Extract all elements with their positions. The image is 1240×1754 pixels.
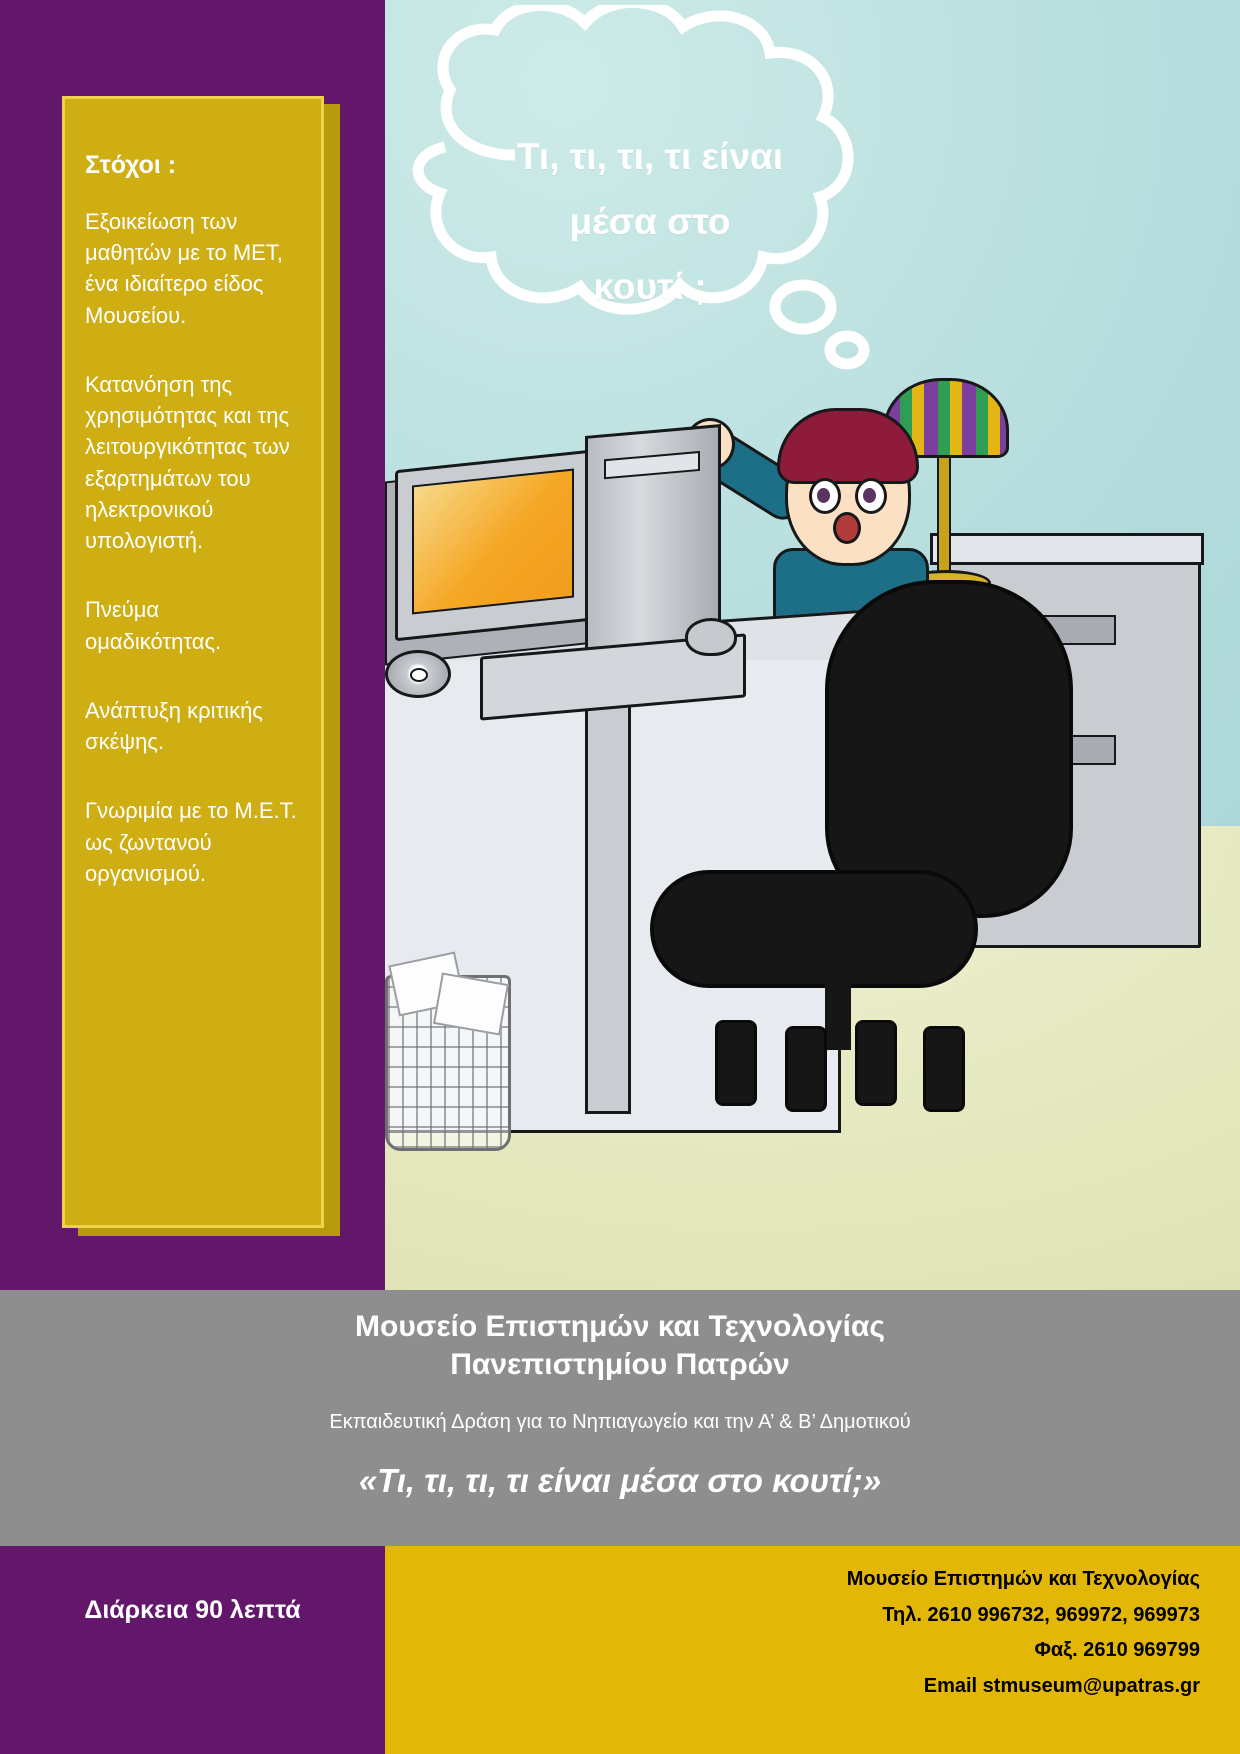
activity-headline: «Τι, τι, τι, τι είναι μέσα στο κουτί;» — [358, 1461, 882, 1499]
footer-purple-panel — [0, 1546, 385, 1754]
chair-leg — [715, 1020, 757, 1106]
chair-leg — [785, 1026, 827, 1112]
contact-block — [520, 1562, 1200, 1704]
bubble-line-2: μέσα στο — [569, 200, 731, 242]
duration-label: Διάρκεια 90 λεπτά — [84, 1596, 301, 1624]
bubble-line-3: κουτί ; — [593, 265, 707, 307]
bubble-line-1: Τι, τι, τι, τι είναι — [517, 136, 783, 177]
office-chair-back — [825, 580, 1073, 918]
cd-disc — [385, 650, 451, 698]
museum-title-line-2: Πανεπιστημίου Πατρών — [450, 1348, 790, 1382]
goals-item: Πνεύμα ομαδικότητας. — [85, 597, 222, 654]
cabinet-top — [930, 533, 1204, 565]
contact-line: Μουσείο Επιστημών και Τεχνολογίας — [846, 1568, 1200, 1590]
thought-bubble — [395, 5, 905, 425]
computer-mouse — [685, 618, 737, 656]
contact-email: Email stmuseum@upatras.gr — [923, 1674, 1200, 1697]
desk-leg — [585, 688, 631, 1114]
goals-box — [62, 96, 324, 1228]
boy-eye-left — [809, 478, 841, 514]
boy-mouth — [833, 512, 861, 544]
goals-title: Στόχοι : — [85, 151, 177, 179]
boy-eye-right — [855, 478, 887, 514]
chair-leg — [855, 1020, 897, 1106]
contact-line: Φαξ. 2610 969799 — [1034, 1639, 1200, 1662]
contact-line: Τηλ. 2610 996732, 969972, 969973 — [882, 1603, 1200, 1626]
office-chair-seat — [650, 870, 978, 988]
computer-monitor — [395, 450, 591, 642]
goals-item: Κατανόηση της χρησιμότητας και της λειτουργικότητας των εξαρτημάτων του ηλεκτρονικού υπολογιστή. — [85, 371, 290, 554]
illustration-scene — [385, 0, 1240, 1290]
info-band — [0, 1290, 1240, 1546]
museum-title-line-1: Μουσείο Επιστημών και Τεχνολογίας — [355, 1310, 885, 1343]
goals-item: Ανάπτυξη κριτικής σκέψης. — [85, 697, 263, 755]
chair-leg — [923, 1026, 965, 1112]
goals-item: Εξοικείωση των μαθητών με το ΜΕΤ, ένα ιδιαίτερο είδος Μουσείου. — [85, 209, 283, 328]
activity-subtitle: Εκπαιδευτική Δράση για το Νηπιαγωγείο και την Α’ & Β’ Δημοτικού — [329, 1410, 911, 1433]
monitor-screen — [412, 468, 574, 614]
office-chair-legs — [715, 1020, 965, 1106]
drive-bay — [604, 451, 700, 479]
thought-bubble-text — [395, 125, 905, 319]
goals-item: Γνωριμία με το Μ.Ε.Τ. ως ζωντανού οργανισμού. — [85, 798, 297, 886]
